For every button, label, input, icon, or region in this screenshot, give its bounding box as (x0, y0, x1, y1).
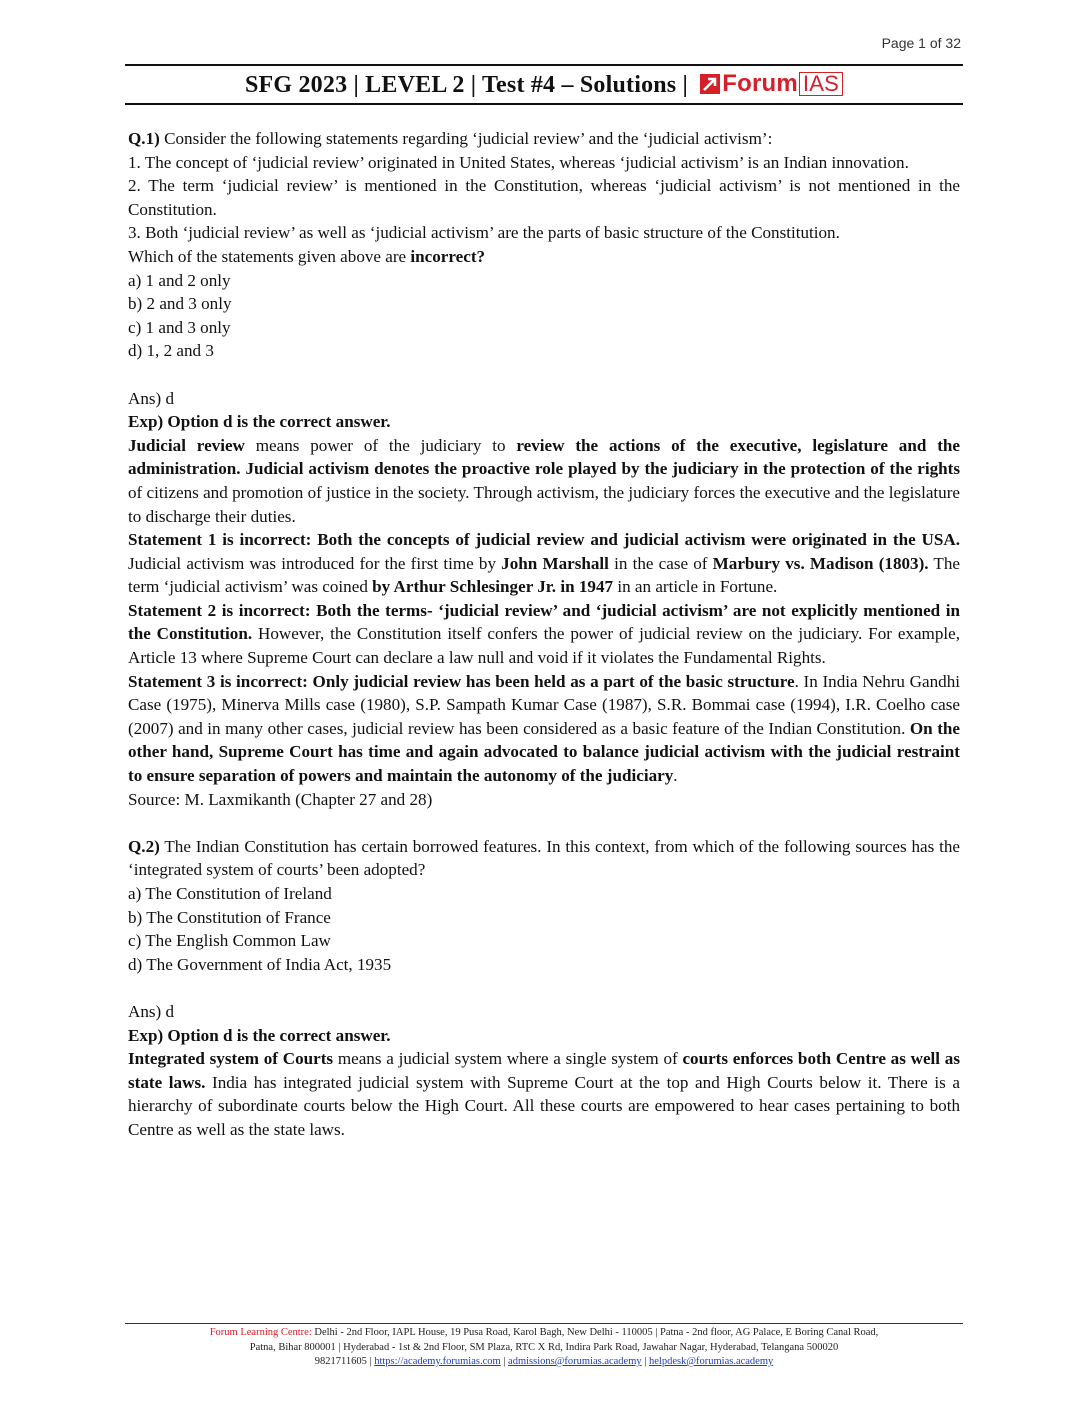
q1-statement-1: 1. The concept of ‘judicial review’ originated in United States, whereas ‘judicial activism’ is an Indian innovation. (128, 152, 909, 172)
logo-forum-text: Forum (722, 70, 798, 97)
q2-explanation-para-1: Integrated system of Courts means a judicial system where a single system of courts enforces both Centre as well as state laws. India has integrated judicial system with Supreme Court at the top and High Courts below it. There is a hierarchy of subordinate courts below the High Court. All these courts are empowered to hear cases pertaining to both Centre as well as the state laws. (128, 1049, 960, 1139)
q2-option-c: c) The English Common Law (128, 931, 331, 951)
q1-statement-3: 3. Both ‘judicial review’ as well as ‘judicial activism’ are the parts of basic structure of the Constitution. (128, 223, 840, 243)
q2-answer: Ans) d (128, 1001, 175, 1021)
q1-option-a: a) 1 and 2 only (128, 270, 231, 290)
q1-question: Which of the statements given above are incorrect? (128, 246, 486, 266)
forumias-logo (700, 70, 843, 98)
q1-explanation-heading: Exp) Option d is the correct answer. (128, 412, 391, 432)
page-number: Page 1 of 32 (881, 35, 961, 51)
footer-rule (125, 1323, 963, 1324)
q1-option-c: c) 1 and 3 only (128, 317, 231, 337)
q1-explanation-para-3: Statement 2 is incorrect: Both the terms- ‘judicial review’ and ‘judicial activism’ are not explicitly mentioned in the Constitution. However, the Constitution itself confers the power of judicial review on the judiciary. For example, Article 13 where Supreme Court can declare a law null and void if it violates the Fundamental Rights. (128, 600, 960, 668)
q1-explanation-para-1: Judicial review means power of the judiciary to review the actions of the executive, legislature and the administration. Judicial activism denotes the proactive role played by the judiciary in the protection of the rights of citizens and promotion of justice in the society. Through activism, the judiciary forces the executive and the legislature to discharge their duties. (128, 435, 961, 526)
q1-option-b: b) 2 and 3 only (128, 294, 232, 314)
footer-phone: 9821711605 (314, 1356, 367, 1367)
q2-option-b: b) The Constitution of France (128, 907, 331, 927)
footer-website-link[interactable]: https://academy.forumias.com (374, 1356, 501, 1367)
q1-option-d: d) 1, 2 and 3 (128, 341, 214, 361)
header-top-rule (125, 64, 963, 66)
document-body (128, 127, 960, 1142)
logo-ias-text: IAS (799, 72, 843, 96)
q2-label: Q.2) (128, 836, 160, 856)
q2-stem: Q.2) The Indian Constitution has certain borrowed features. In this context, from which of the following sources has the ‘integrated system of courts’ been adopted? (128, 836, 960, 880)
page-header (125, 70, 963, 99)
q2-option-d: d) The Government of India Act, 1935 (128, 954, 392, 974)
footer-address-line-2: Patna, Bihar 800001 | Hyderabad - 1st & 2nd Floor, SM Plaza, RTC X Rd, Indira Park Road, Jawahar Nagar, Hyderabad, Telangana 500020 (249, 1341, 839, 1353)
forumias-arrow-icon (700, 74, 720, 94)
q1-stem: Q.1) Consider the following statements regarding ‘judicial review’ and the ‘judicial activism’: (128, 129, 773, 148)
page-footer (125, 1326, 963, 1370)
q2-explanation-heading: Exp) Option d is the correct answer. (128, 1025, 391, 1045)
q1-explanation-para-4: Statement 3 is incorrect: Only judicial review has been held as a part of the basic structure. In India Nehru Gandhi Case (1975), Minerva Mills case (1980), S.P. Sampath Kumar Case (1987), S.R. Bommai case (1994), I.R. Coelho case (2007) and in many other cases, judicial review has been considered as a basic feature of the Indian Constitution. On the other hand, Supreme Court has time and again advocated to balance judicial activism with the judicial restraint to ensure separation of powers and maintain the autonomy of the judiciary. (128, 671, 960, 786)
header-bottom-rule (125, 103, 963, 105)
q1-source: Source: M. Laxmikanth (Chapter 27 and 28) (128, 789, 433, 809)
q1-statement-2: 2. The term ‘judicial review’ is mentioned in the Constitution, whereas ‘judicial activism’ is not mentioned in the Constitution. (128, 176, 960, 219)
header-title: SFG 2023 | LEVEL 2 | Test #4 – Solutions | (245, 72, 689, 98)
q1-answer: Ans) d (128, 388, 175, 408)
footer-admissions-email-link[interactable]: admissions@forumias.academy (508, 1356, 642, 1367)
footer-contact-line: 9821711605 | https://academy.forumias.com | admissions@forumias.academy | helpdesk@forumias.academy (314, 1356, 774, 1367)
q1-label: Q.1) (128, 129, 160, 148)
footer-helpdesk-email-link[interactable]: helpdesk@forumias.academy (649, 1356, 774, 1367)
q2-option-a: a) The Constitution of Ireland (128, 884, 332, 903)
footer-brand: Forum Learning Centre: (209, 1327, 312, 1338)
footer-address-line-1: Forum Learning Centre: Delhi - 2nd Floor, IAPL House, 19 Pusa Road, Karol Bagh, New Delhi - 110005 | Patna - 2nd floor, AG Palace, E Boring Canal Road, (209, 1327, 879, 1338)
q1-explanation-para-2: Statement 1 is incorrect: Both the concepts of judicial review and judicial activism were originated in the USA. Judicial activism was introduced for the first time by John Marshall in the case of Marbury vs. Madison (1803). The term ‘judicial activism’ was coined by Arthur Schlesinger Jr. in 1947 in an article in Fortune. (128, 530, 961, 597)
